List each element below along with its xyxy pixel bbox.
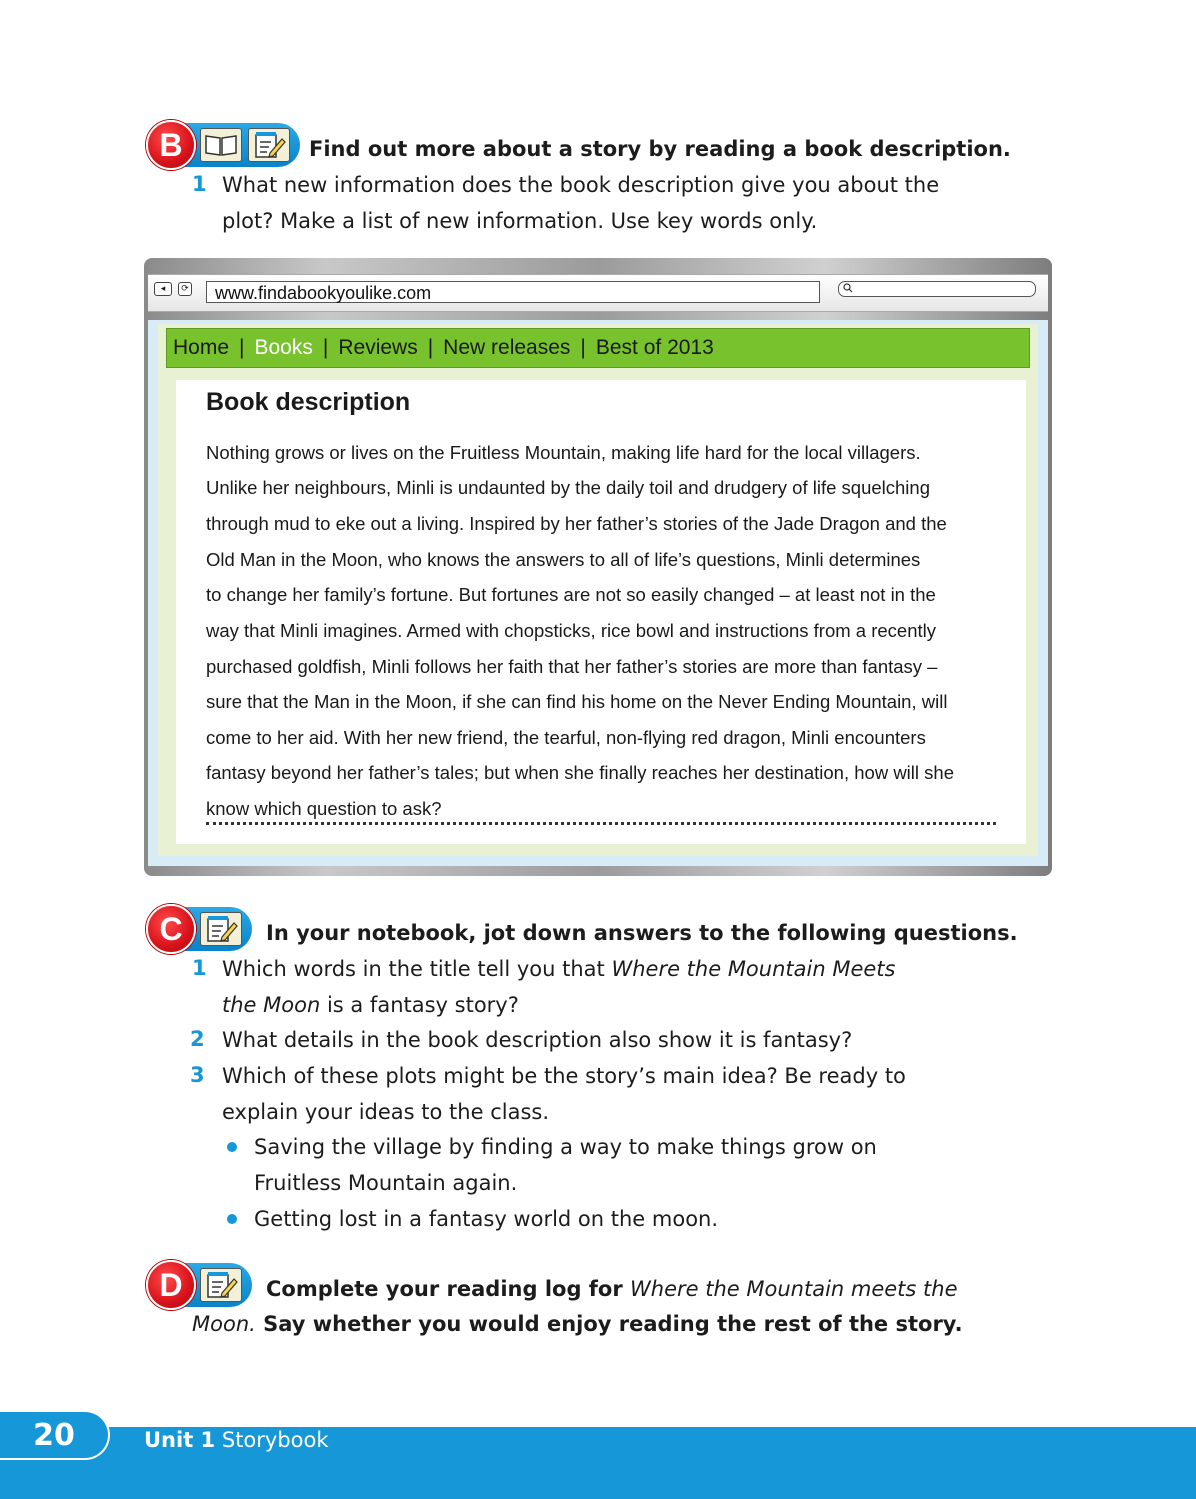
question-number: 1 [192,956,207,980]
dotted-divider [206,822,996,825]
notepad-pencil-icon [200,912,242,946]
section-b-letter: B [146,120,196,170]
section-c-badge [146,906,252,952]
section-b-instruction: Find out more about a story by reading a book description. [309,137,1011,161]
footer-unit: Unit 1 Storybook [144,1428,329,1452]
description-line: through mud to eke out a living. Inspired by her father’s stories of the Jade Dragon and the [206,513,947,534]
bullet-item-line: Fruitless Mountain again. [254,1171,518,1195]
menu-item-best-of-2013[interactable]: Best of 2013 [595,336,714,359]
description-line: to change her family’s fortune. But fortunes are not so easily changed – at least not in the [206,584,936,605]
menu-separator: | [427,336,434,359]
browser-window [144,258,1052,876]
menu-item-books[interactable]: Books [254,336,313,359]
menu-item-new-releases[interactable]: New releases [443,336,571,359]
search-input[interactable] [838,281,1036,297]
book-icon [200,128,242,162]
page-number: 20 [0,1410,110,1460]
menu-separator: | [580,336,586,359]
browser-content [148,320,1048,866]
back-arrow-icon[interactable]: ◂ [154,282,172,296]
question-1-line-2: the Moon is a fantasy story? [222,993,519,1017]
section-d-letter: D [146,1260,196,1310]
notepad-pencil-icon [200,1268,242,1302]
question-3-line: explain your ideas to the class. [222,1100,549,1124]
section-b-question-number: 1 [192,172,207,196]
refresh-icon[interactable]: ⟳ [178,282,192,296]
description-line: come to her aid. With her new friend, the tearful, non-flying red dragon, Minli encounters [206,727,926,748]
section-c-instruction: In your notebook, jot down answers to the following questions. [266,921,1018,945]
menu-separator: | [322,336,329,359]
question-number: 3 [190,1063,205,1087]
section-d-instruction-line-2: Moon. Say whether you would enjoy reading the rest of the story. [192,1312,963,1336]
description-line: sure that the Man in the Moon, if she can find his home on the Never Ending Mountain, will [206,691,948,712]
menu-separator: | [239,336,245,359]
description-line: way that Minli imagines. Armed with chopsticks, rice bowl and instructions from a recently [206,620,937,641]
description-line: Unlike her neighbours, Minli is undaunted by the daily toil and drudgery of life squelching [206,477,930,498]
section-d-badge [146,1262,252,1308]
description-line: fantasy beyond her father’s tales; but when she finally reaches her destination, how will she [206,762,954,783]
book-description-panel [176,380,1026,844]
section-c-letter: C [146,904,196,954]
description-line: Nothing grows or lives on the Fruitless Mountain, making life hard for the local villagers. [206,442,921,463]
question-2: What details in the book description also show it is fantasy? [222,1028,853,1052]
description-line: know which question to ask? [206,798,442,819]
notepad-pencil-icon [248,128,290,162]
menu-item-reviews[interactable]: Reviews [338,336,418,359]
section-b-question-line: What new information does the book description give you about the [222,173,940,197]
page-area [158,324,1038,856]
question-1-line-1: Which words in the title tell you that Where the Mountain Meets [222,957,896,981]
site-menu [166,328,1030,368]
section-d-instruction-line-1: Complete your reading log for Where the Mountain meets the [266,1277,958,1301]
bullet-item-line: Saving the village by finding a way to make things grow on [254,1135,877,1159]
description-line: Old Man in the Moon, who knows the answers to all of life’s questions, Minli determines [206,549,921,570]
search-icon [843,283,853,293]
url-input[interactable]: www.findabookyoulike.com [206,281,820,303]
section-b-question-line: plot? Make a list of new information. Use key words only. [222,209,818,233]
question-number: 2 [190,1027,205,1051]
book-description-title: Book description [206,388,411,416]
description-line: purchased goldfish, Minli follows her faith that her father’s stories are more than fantasy – [206,656,938,677]
question-3-line: Which of these plots might be the story’s main idea? Be ready to [222,1064,906,1088]
bullet-dot [227,1214,237,1224]
menu-item-home[interactable]: Home [173,336,230,359]
section-b-badge [146,122,300,168]
bullet-item-line: Getting lost in a fantasy world on the moon. [254,1207,719,1231]
browser-toolbar [148,274,1048,312]
bullet-dot [227,1142,237,1152]
